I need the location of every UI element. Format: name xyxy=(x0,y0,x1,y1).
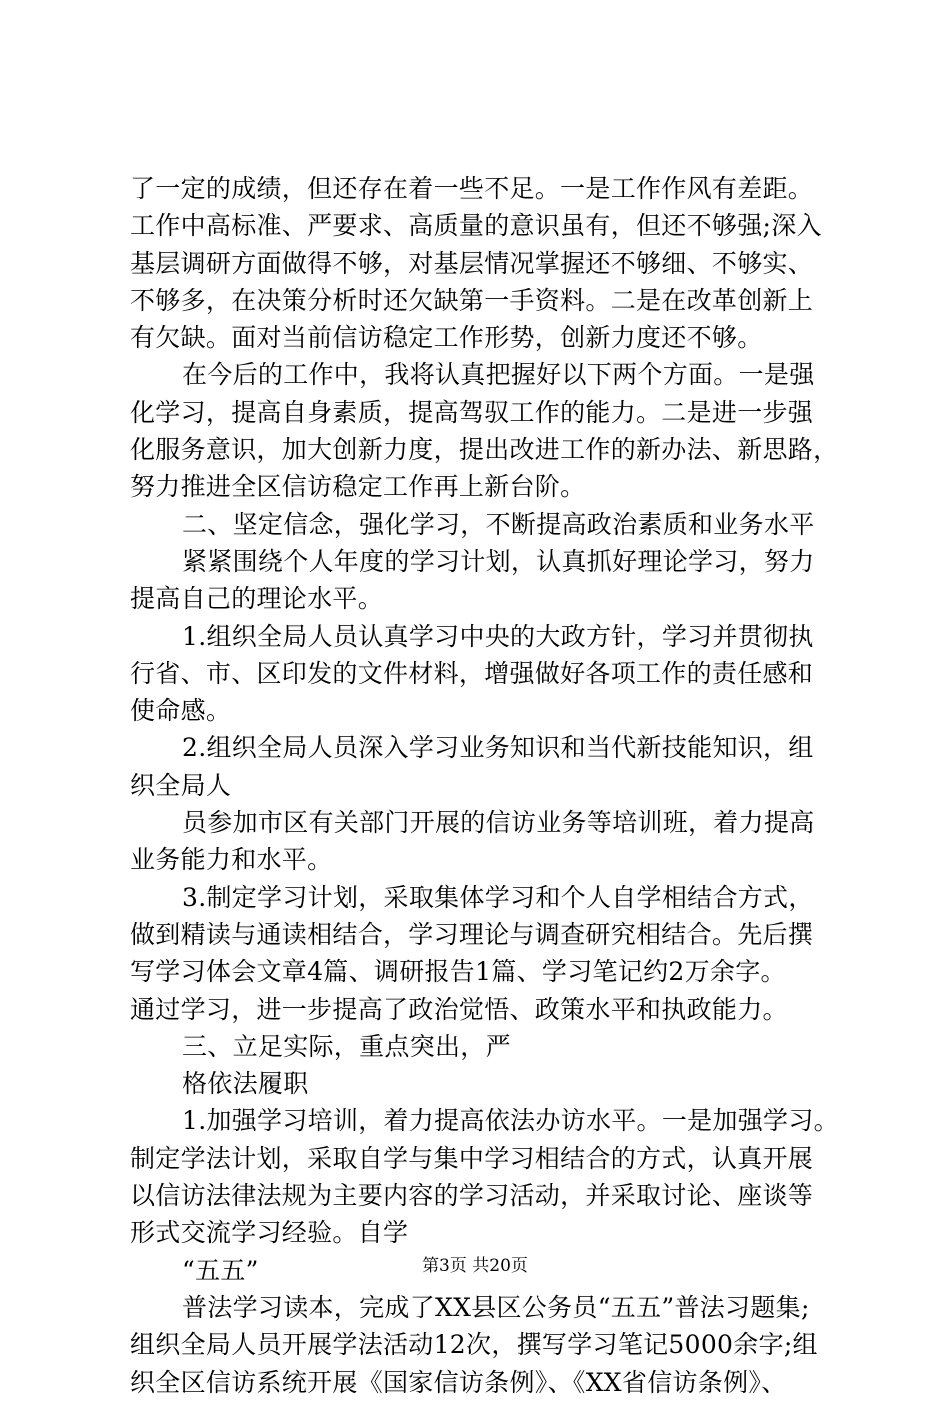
text-line: 2.组织全局人员深入学习业务知识和当代新技能知识，组 xyxy=(182,733,814,763)
text-line: 普法学习读本，完成了XX县区公务员“五五”普法习题集; xyxy=(182,1292,810,1322)
text-line: 了一定的成绩，但还存在着一些不足。一是工作作风有差距。 xyxy=(130,174,814,203)
text-line: 有欠缺。面对当前信访稳定工作形势，创新力度还不够。 xyxy=(130,323,763,353)
text-line: 行省、市、区印发的文件材料，增强做好各项工作的责任感和 xyxy=(130,658,814,688)
text-line: 1.加强学习培训，着力提高依法办访水平。一是加强学习。 xyxy=(182,1106,839,1136)
text-line: 组织全局人员开展学法活动12次，撰写学习笔记5000余字;组 xyxy=(130,1330,818,1360)
text-line: 写学习体会文章4篇、调研报告1篇、学习笔记约2万余字。 xyxy=(130,957,786,987)
text-line: 化服务意识，加大创新力度，提出改进工作的新办法、新思路， xyxy=(130,435,839,465)
text-line: 基层调研方面做得不够，对基层情况掌握还不够细、不够实、 xyxy=(130,248,814,278)
text-line: 二、坚定信念，强化学习，不断提高政治素质和业务水平 xyxy=(182,509,815,539)
text-line: 员参加市区有关部门开展的信访业务等培训班，着力提高 xyxy=(182,808,815,838)
text-line: 在今后的工作中，我将认真把握好以下两个方面。一是强 xyxy=(182,360,815,390)
document-body xyxy=(130,170,839,1401)
text-line: 化学习，提高自身素质，提高驾驭工作的能力。二是进一步强 xyxy=(130,397,814,427)
text-line: 使命感。 xyxy=(130,696,232,726)
text-line: 1.组织全局人员认真学习中央的大政方针，学习并贯彻执 xyxy=(182,621,814,651)
text-line: 业务能力和水平。 xyxy=(130,845,333,875)
text-line: 格依法履职 xyxy=(182,1069,309,1099)
text-line: 紧紧围绕个人年度的学习计划，认真抓好理论学习，努力 xyxy=(182,546,815,576)
text-line: 做到精读与通读相结合，学习理论与调查研究相结合。先后撰 xyxy=(130,919,814,949)
text-line: 三、立足实际，重点突出，严 xyxy=(182,1031,511,1061)
text-line: 不够多，在决策分析时还欠缺第一手资料。二是在改革创新上 xyxy=(130,285,814,315)
text-line: 提高自己的理论水平。 xyxy=(130,584,384,614)
text-line: 通过学习，进一步提高了政治觉悟、政策水平和执政能力。 xyxy=(130,994,788,1024)
text-line: “五五” xyxy=(182,1255,259,1285)
text-line: 织全区信访系统开展《国家信访条例》、《XX省信访条例》、 xyxy=(130,1367,787,1397)
text-line: 织全局人 xyxy=(130,770,232,800)
text-line: 制定学法计划，采取自学与集中学习相结合的方式，认真开展 xyxy=(130,1143,814,1173)
text-line: 工作中高标准、严要求、高质量的意识虽有，但还不够强;深入 xyxy=(130,211,822,241)
page-footer xyxy=(0,1256,950,1276)
text-line: 以信访法律法规为主要内容的学习活动，并采取讨论、座谈等 xyxy=(130,1181,814,1211)
text-line: 努力推进全区信访稳定工作再上新台阶。 xyxy=(130,472,586,502)
text-line: 3.制定学习计划，采取集体学习和个人自学相结合方式， xyxy=(182,882,814,912)
page-number-label: 第3页 共20页 xyxy=(422,1256,528,1276)
text-line: 形式交流学习经验。自学 xyxy=(130,1218,409,1248)
